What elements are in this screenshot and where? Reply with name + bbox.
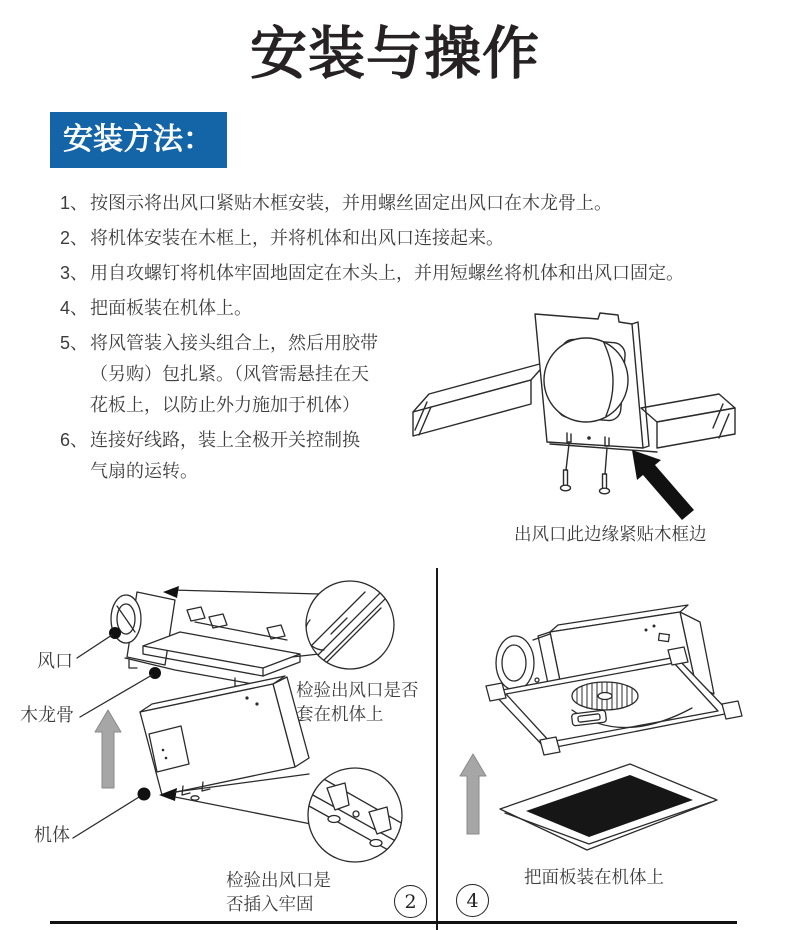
step-number-4: 4 bbox=[456, 884, 489, 917]
caption-line: 否插入牢固 bbox=[226, 894, 314, 914]
screws bbox=[561, 444, 610, 494]
item-line: 气扇的运转。 bbox=[90, 461, 198, 481]
wood-beam-left bbox=[413, 362, 547, 436]
item-line: 用自攻螺钉将机体牢固地固定在木头上，并用短螺丝将机体和出风口固定。 bbox=[90, 263, 684, 283]
item-line: 将风管装入接头组合上，然后用胶带 bbox=[90, 333, 378, 353]
up-arrow-gray bbox=[95, 710, 121, 788]
item-number: 3、 bbox=[60, 263, 89, 283]
item-number: 1、 bbox=[60, 193, 89, 213]
item-number: 6、 bbox=[60, 430, 89, 450]
instruction-item-3 bbox=[60, 258, 725, 289]
caption-line: 检验出风口是否 bbox=[296, 680, 419, 700]
item-line: （另购）包扎紧。（风管需悬挂在天 bbox=[90, 364, 369, 384]
diagram-outlet-on-frame bbox=[405, 292, 790, 532]
label-vent: 风口 bbox=[37, 651, 73, 671]
caption-check-fit bbox=[296, 678, 419, 726]
label-body: 机体 bbox=[34, 825, 70, 845]
outlet-assembly bbox=[111, 586, 320, 686]
item-number: 4、 bbox=[60, 298, 89, 318]
item-number: 2、 bbox=[60, 228, 89, 248]
caption-line: 套在机体上 bbox=[296, 704, 384, 724]
caption-outlet-edge: 出风口此边缘紧贴木框边 bbox=[514, 524, 707, 544]
caption-panel-install: 把面板装在机体上 bbox=[524, 867, 664, 887]
section-badge: 安装方法： bbox=[50, 112, 227, 168]
up-arrow-gray bbox=[460, 754, 486, 834]
caption-check-insert bbox=[226, 868, 331, 916]
item-line: 将机体安装在木框上，并将机体和出风口连接起来。 bbox=[90, 228, 504, 248]
face-panel bbox=[500, 764, 717, 850]
instruction-item-2 bbox=[60, 223, 725, 254]
diagram-panel-install bbox=[450, 560, 785, 900]
item-line: 按图示将出风口紧贴木框安装，并用螺丝固定出风口在木龙骨上。 bbox=[90, 193, 612, 213]
black-arrow bbox=[632, 450, 694, 520]
page-title: 安装与操作 bbox=[250, 22, 540, 86]
item-number: 5、 bbox=[60, 333, 89, 353]
column-divider bbox=[436, 568, 438, 930]
item-line: 花板上，以防止外力施加于机体） bbox=[90, 395, 360, 415]
detail-circle-fit bbox=[305, 581, 394, 669]
bottom-rule bbox=[50, 921, 737, 924]
item-line: 连接好线路，装上全极开关控制换 bbox=[90, 430, 360, 450]
instruction-item-1 bbox=[60, 188, 725, 219]
caption-line: 检验出风口是 bbox=[226, 870, 331, 890]
label-joist: 木龙骨 bbox=[20, 705, 74, 725]
detail-circle-insert bbox=[308, 768, 403, 862]
step-number-2: 2 bbox=[394, 885, 427, 918]
outlet-plate bbox=[535, 313, 649, 448]
item-line: 把面板装在机体上。 bbox=[90, 298, 252, 318]
fan-body-box bbox=[140, 676, 309, 800]
